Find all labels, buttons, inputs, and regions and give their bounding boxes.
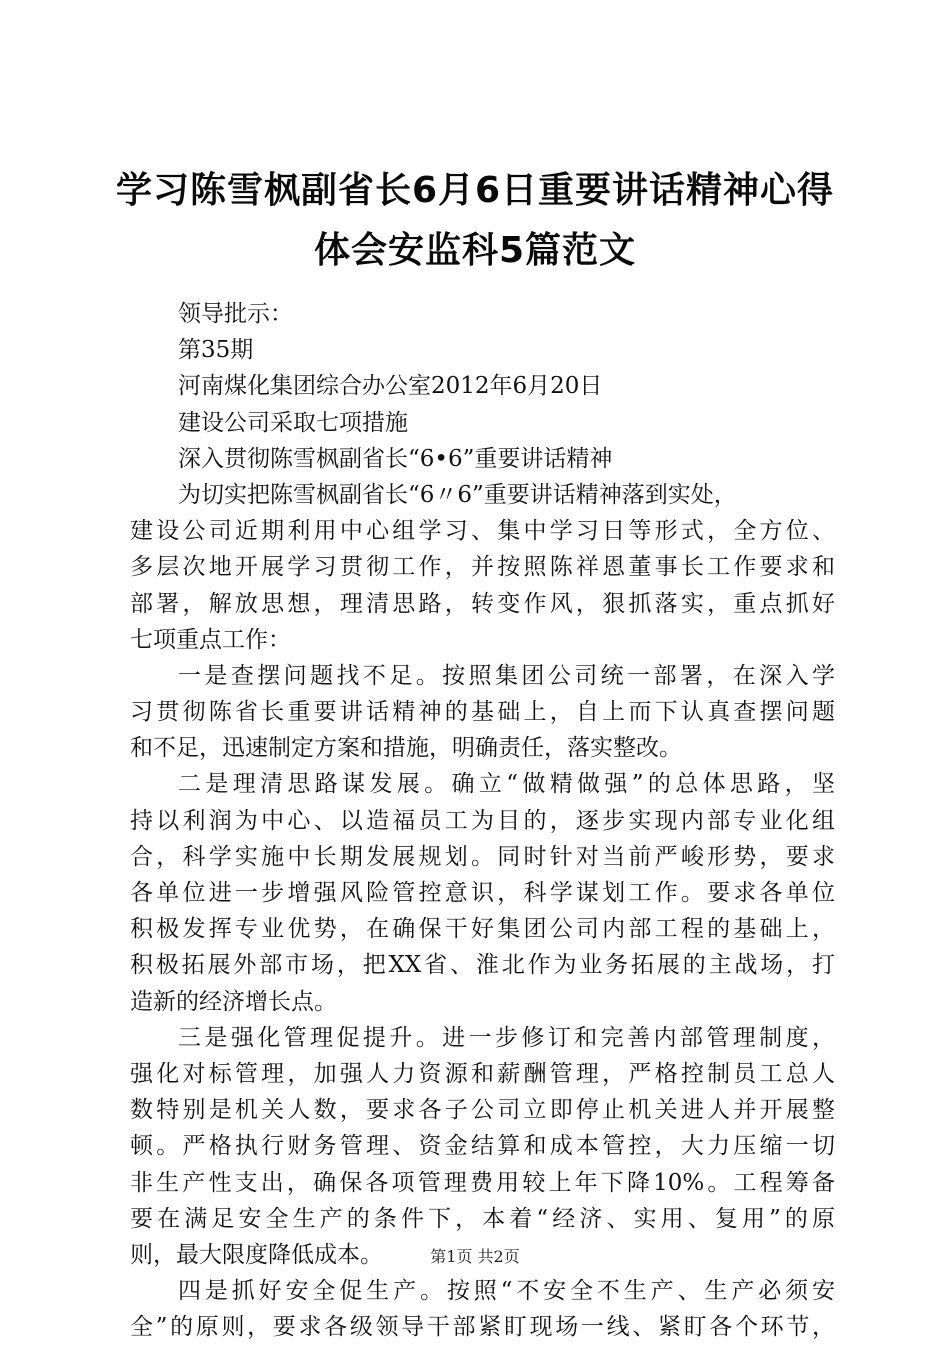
- paragraph-point-2-line: 造新的经济增长点。: [130, 988, 337, 1015]
- paragraph-point-2-line: 积极拓展外部市场，把XX省、淮北作为业务拓展的主战场，打: [130, 952, 835, 979]
- paragraph-point-4-line: 全”的原则，要求各级领导干部紧盯现场一线、紧盯各个环节，: [130, 1314, 835, 1341]
- paragraph-point-3-line: 数特别是机关人数，要求各子公司立即停止机关进人并开展整: [130, 1097, 835, 1124]
- article-heading: 建设公司采取七项措施: [178, 409, 408, 436]
- page-number-footer: 第1页 共2页: [430, 1247, 520, 1266]
- issue-number: 第35期: [178, 337, 254, 364]
- paragraph-point-1-line: 和不足，迅速制定方案和措施，明确责任，落实整改。: [130, 735, 682, 762]
- paragraph-intro-line: 部署，解放思想，理清思路，转变作风，狠抓落实，重点抓好: [130, 590, 835, 617]
- paragraph-point-4-line: 四是抓好安全促生产。按照“不安全不生产、生产必须安: [178, 1278, 835, 1305]
- document-title-line-2: 体会安监科5篇范文: [313, 230, 637, 271]
- paragraph-intro-line: 为切实把陈雪枫副省长“6〃6”重要讲话精神落到实处，: [178, 481, 737, 508]
- paragraph-point-2-line: 合，科学实施中长期发展规划。同时针对当前严峻形势，要求: [130, 843, 835, 870]
- approval-label: 领导批示：: [178, 301, 293, 327]
- article-subheading: 深入贯彻陈雪枫副省长“6•6”重要讲话精神: [178, 445, 613, 472]
- paragraph-point-3-line: 三是强化管理促提升。进一步修订和完善内部管理制度，: [178, 1024, 835, 1051]
- paragraph-point-3-line: 顿。严格执行财务管理、资金结算和成本管控，大力压缩一切: [130, 1133, 835, 1160]
- issuer-date: 河南煤化集团综合办公室2012年6月20日: [178, 373, 603, 400]
- paragraph-point-1-line: 一是查摆问题找不足。按照集团公司统一部署，在深入学: [178, 662, 835, 689]
- paragraph-point-3-line: 强化对标管理，加强人力资源和薪酬管理，严格控制员工总人: [130, 1060, 835, 1087]
- paragraph-intro-line: 多层次地开展学习贯彻工作，并按照陈祥恩董事长工作要求和: [130, 554, 835, 581]
- paragraph-point-2-line: 各单位进一步增强风险管控意识，科学谋划工作。要求各单位: [130, 880, 835, 906]
- paragraph-point-1-line: 习贯彻陈省长重要讲话精神的基础上，自上而下认真查摆问题: [130, 699, 835, 726]
- paragraph-point-2-line: 二是理清思路谋发展。确立“做精做强”的总体思路，坚: [178, 771, 835, 798]
- paragraph-point-3-line: 非生产性支出，确保各项管理费用较上年下降10%。工程筹备: [130, 1169, 835, 1196]
- paragraph-point-3-line: 则，最大限度降低成本。: [130, 1241, 383, 1268]
- paragraph-point-2-line: 积极发挥专业优势，在确保干好集团公司内部工程的基础上，: [130, 916, 835, 943]
- paragraph-point-2-line: 持以利润为中心、以造福员工为目的，逐步实现内部专业化组: [130, 807, 835, 834]
- paragraph-intro-line: 七项重点工作：: [130, 626, 291, 653]
- paragraph-intro-line: 建设公司近期利用中心组学习、集中学习日等形式，全方位、: [130, 518, 835, 545]
- document-title-line-1: 学习陈雪枫副省长6月6日重要讲话精神心得: [115, 170, 835, 211]
- document-body: [130, 296, 835, 1345]
- paragraph-point-3-line: 要在满足安全生产的条件下，本着“经济、实用、复用”的原: [130, 1205, 835, 1232]
